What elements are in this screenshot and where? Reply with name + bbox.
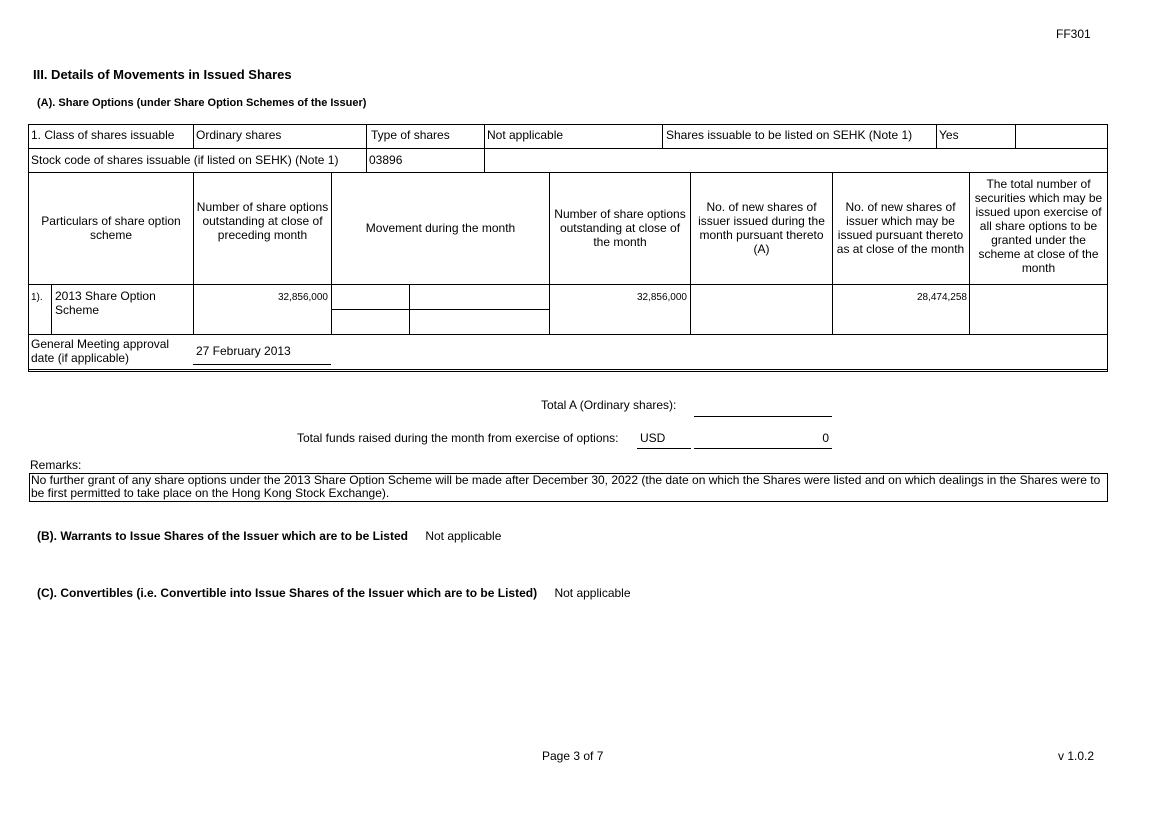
col-outstanding-preceding: Number of share options outstanding at close of preceding month — [196, 200, 329, 242]
page-number: Page 3 of 7 — [542, 749, 604, 763]
subsection-b — [37, 529, 501, 543]
total-funds-currency: USD — [640, 431, 666, 445]
class-of-shares-label: 1. Class of shares issuable — [31, 128, 175, 142]
total-funds-label: Total funds raised during the month from exercise of options: — [297, 431, 619, 445]
col-new-issuable: No. of new shares of issuer which may be issued pursuant thereto as at close of the month — [836, 200, 965, 256]
col-outstanding-close: Number of share options outstanding at close of the month — [554, 207, 686, 249]
approval-date: 27 February 2013 — [196, 344, 291, 358]
scheme-outstanding-preceding: 32,856,000 — [277, 292, 328, 303]
form-code: FF301 — [1056, 27, 1091, 41]
section-title: III. Details of Movements in Issued Shares — [33, 67, 292, 82]
stock-code-value: 03896 — [369, 153, 403, 167]
subsection-c-title: (C). Convertibles (i.e. Convertible into Issue Shares of the Issuer which are to be Listed) — [37, 586, 538, 600]
total-funds-value: 0 — [822, 431, 829, 445]
subsection-c-value: Not applicable — [554, 586, 631, 600]
total-a-field — [694, 416, 832, 417]
remarks-text: No further grant of any share options under the 2013 Share Option Scheme will be made after December 30, 2022 (the date on which the Shares were listed and on which dealings in the Shares were to be first permitted to take place on the Hong Kong Stock Exchange). — [31, 473, 1101, 500]
col-particulars: Particulars of share option scheme — [41, 214, 181, 242]
approval-label: General Meeting approval date (if applicable) — [31, 337, 170, 365]
type-of-shares-value: Not applicable — [487, 128, 564, 142]
col-movement: Movement during the month — [365, 221, 516, 235]
listed-on-sehk-label: Shares issuable to be listed on SEHK (Note 1) — [666, 128, 913, 142]
subsection-b-value: Not applicable — [425, 529, 502, 543]
scheme-new-issuable: 28,474,258 — [916, 292, 967, 303]
scheme-index: 1). — [31, 292, 43, 303]
subsection-c — [37, 586, 631, 600]
subsection-a-title: (A). Share Options (under Share Option Schemes of the Issuer) — [37, 97, 367, 109]
type-of-shares-label: Type of shares — [371, 128, 450, 142]
col-total-securities: The total number of securities which may be issued upon exercise of all share options to be granted under the scheme at close of the month — [974, 177, 1103, 275]
version: v 1.0.2 — [1058, 749, 1095, 763]
col-new-issued: No. of new shares of issuer issued during the month pursuant thereto (A) — [698, 200, 825, 256]
stock-code-label: Stock code of shares issuable (if listed on SEHK) (Note 1) — [31, 153, 339, 167]
total-a-label: Total A (Ordinary shares): — [541, 398, 677, 412]
scheme-name: 2013 Share Option Scheme — [55, 289, 156, 317]
scheme-outstanding-close: 32,856,000 — [636, 292, 687, 303]
subsection-b-title: (B). Warrants to Issue Shares of the Issuer which are to be Listed — [37, 529, 408, 543]
class-of-shares-value: Ordinary shares — [196, 128, 282, 142]
remarks-box — [29, 473, 1108, 502]
remarks-label: Remarks: — [30, 458, 82, 472]
listed-on-sehk-value: Yes — [939, 128, 959, 142]
